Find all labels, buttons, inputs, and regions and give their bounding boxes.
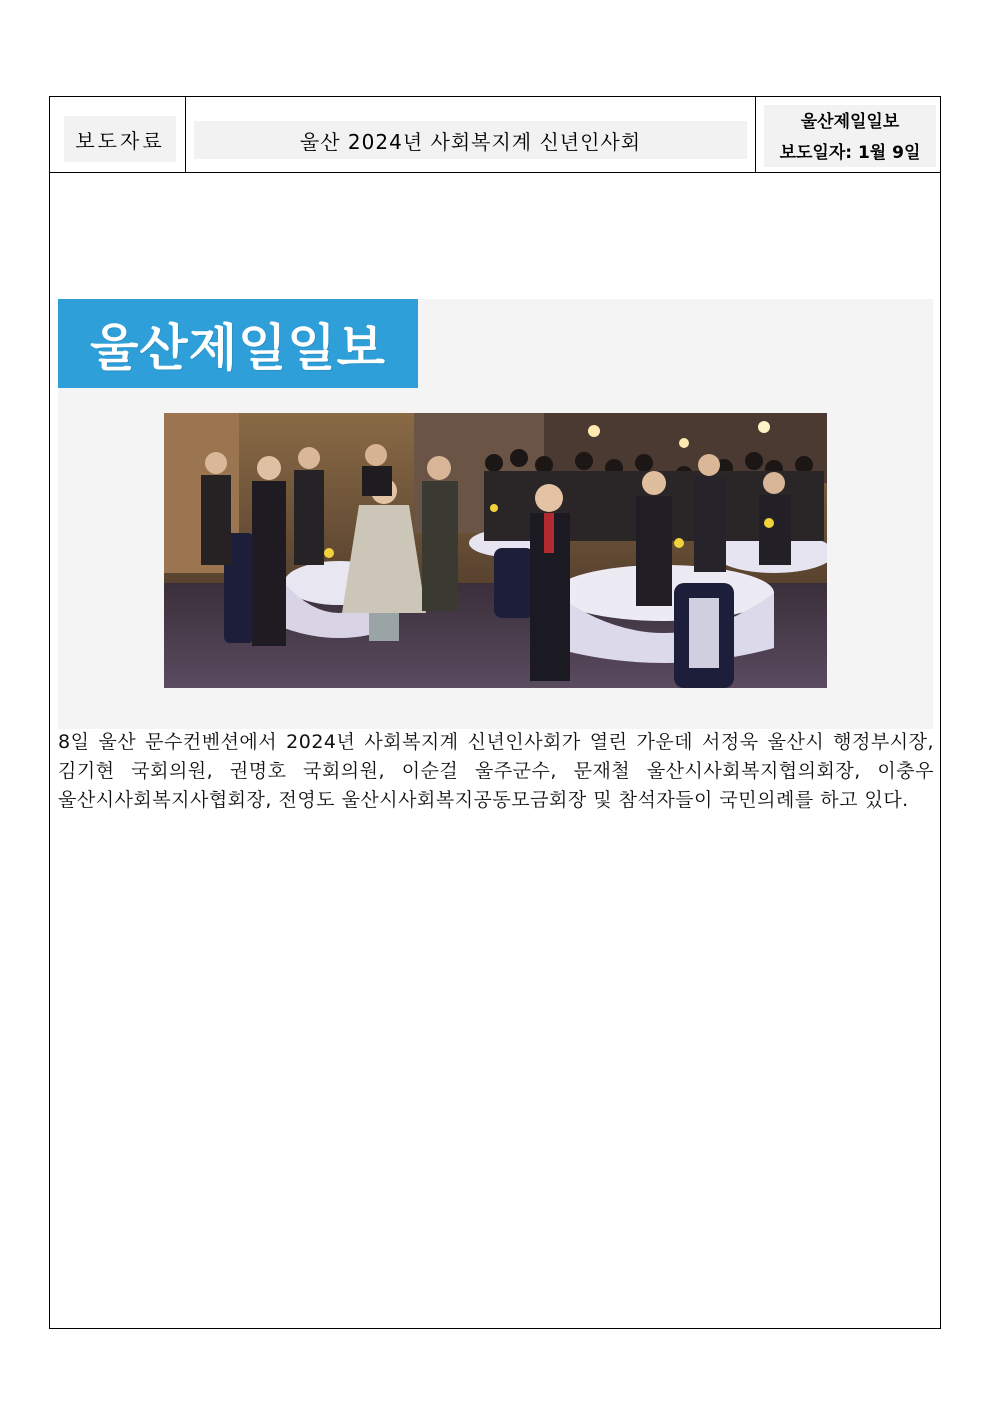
- event-photo: [164, 413, 827, 688]
- press-release-frame: [49, 96, 941, 1329]
- article-clipping: [58, 299, 933, 729]
- page-title: 울산 2024년 사회복지계 신년인사회: [194, 121, 747, 159]
- report-date: 보도일자: 1월 9일: [779, 143, 921, 163]
- title-cell: [186, 97, 756, 172]
- logo-text: 울산제일일보: [90, 318, 386, 377]
- publisher-name: 울산제일일보: [800, 112, 900, 132]
- doc-type-label: 보도자료: [64, 116, 176, 162]
- meta-cell: [756, 97, 941, 172]
- newspaper-logo: [58, 299, 418, 388]
- meta-box: [764, 105, 936, 167]
- photo-caption: 8일 울산 문수컨벤션에서 2024년 사회복지계 신년인사회가 열린 가운데 서정욱 울산시 행정부시장, 김기현 국회의원, 권명호 국회의원, 이순걸 울주군수, 문재철 울산시사회복지협의회장, 이충우 울산시사회복지사협회장, 전영도 울산시사회복지공동모금회장 및 참석자들이 국민의례를 하고 있다.: [58, 731, 934, 811]
- header-row: [50, 97, 940, 173]
- doc-type-cell: [50, 97, 186, 172]
- event-photo-image: [164, 413, 827, 688]
